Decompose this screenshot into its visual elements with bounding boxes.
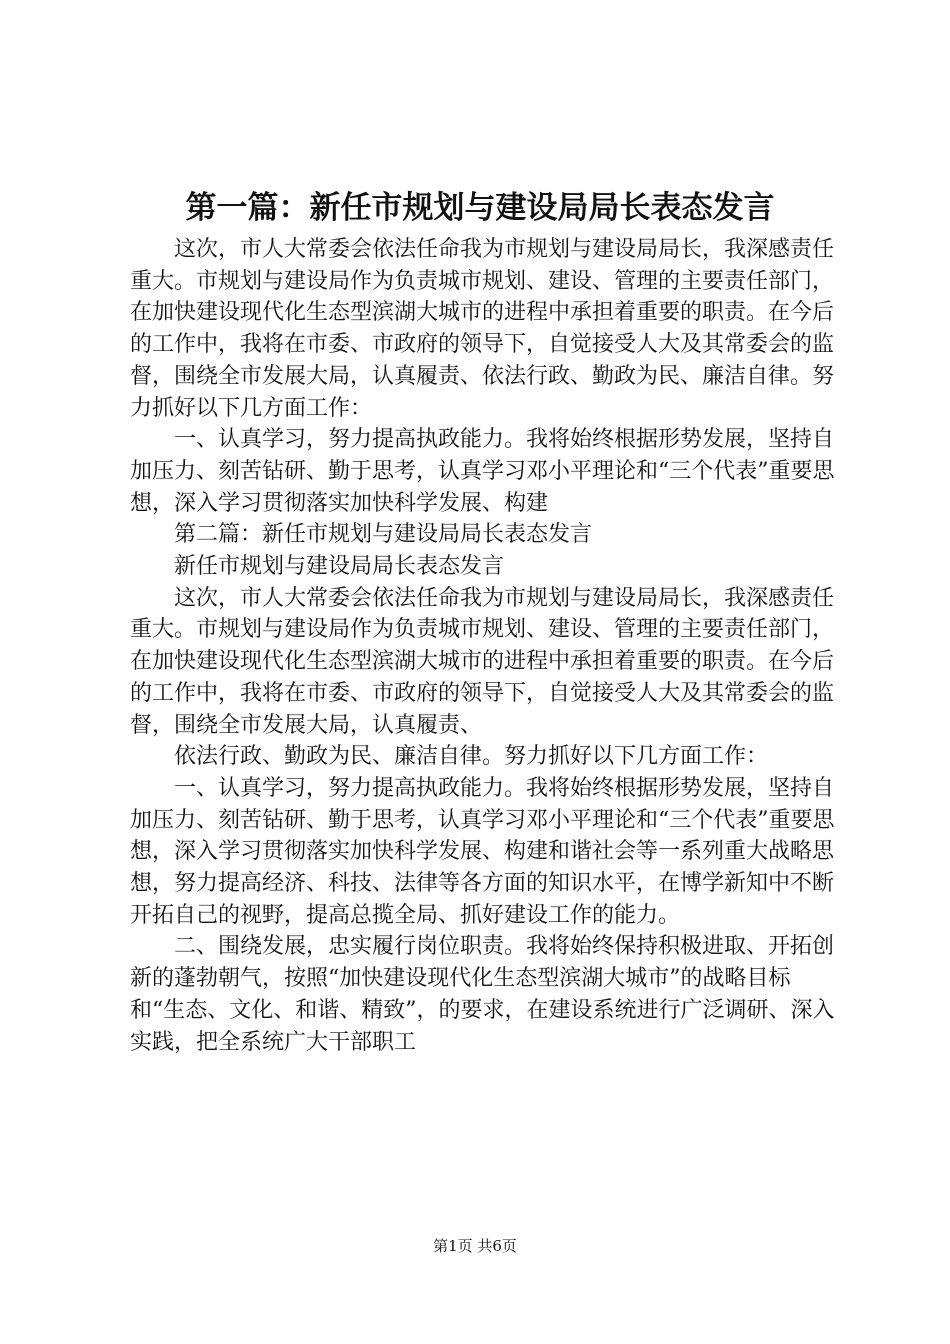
paragraph: 依法行政、勤政为民、廉洁自律。努力抓好以下几方面工作：: [174, 744, 769, 770]
paragraph: 二、围绕发展，忠实履行岗位职责。我将始终保持积极进取、开拓创新的蓬勃朝气，按照“加快建设现代化生态型滨湖大城市”的战略目标和“生态、文化、和谐、精致”，的要求，在建设系统进行广泛调研、深入实践，把全系统广大干部职工: [130, 934, 835, 1055]
document-body: [130, 234, 845, 1058]
section-heading: 第二篇：新任市规划与建设局局长表态发言: [174, 522, 593, 548]
paragraph: 一、认真学习，努力提高执政能力。我将始终根据形势发展，坚持自加压力、刻苦钻研、勤于思考，认真学习邓小平理论和“三个代表”重要思想，深入学习贯彻落实加快科学发展、构建: [130, 427, 835, 516]
section-subheading: 新任市规划与建设局局长表态发言: [174, 554, 505, 580]
document-title: 第一篇：新任市规划与建设局局长表态发言: [185, 190, 775, 226]
paragraph: 一、认真学习，努力提高执政能力。我将始终根据形势发展，坚持自加压力、刻苦钻研、勤于思考，认真学习邓小平理论和“三个代表”重要思想，深入学习贯彻落实加快科学发展、构建和谐社会等一系列重大战略思想，努力提高经济、科技、法律等各方面的知识水平，在博学新知中不断开拓自己的视野，提高总揽全局、抓好建设工作的能力。: [130, 775, 835, 928]
paragraph: 这次，市人大常委会依法任命我为市规划与建设局局长，我深感责任重大。市规划与建设局作为负责城市规划、建设、管理的主要责任部门，在加快建设现代化生态型滨湖大城市的进程中承担着重要的职责。在今后的工作中，我将在市委、市政府的领导下，自觉接受人大及其常委会的监督，围绕全市发展大局，认真履责、依法行政、勤政为民、廉洁自律。努力抓好以下几方面工作：: [130, 237, 835, 421]
paragraph: 这次，市人大常委会依法任命我为市规划与建设局局长，我深感责任重大。市规划与建设局作为负责城市规划、建设、管理的主要责任部门，在加快建设现代化生态型滨湖大城市的进程中承担着重要的职责。在今后的工作中，我将在市委、市政府的领导下，自觉接受人大及其常委会的监督，围绕全市发展大局，认真履责、: [130, 585, 835, 738]
page-number: 第1页 共6页: [433, 1237, 517, 1255]
